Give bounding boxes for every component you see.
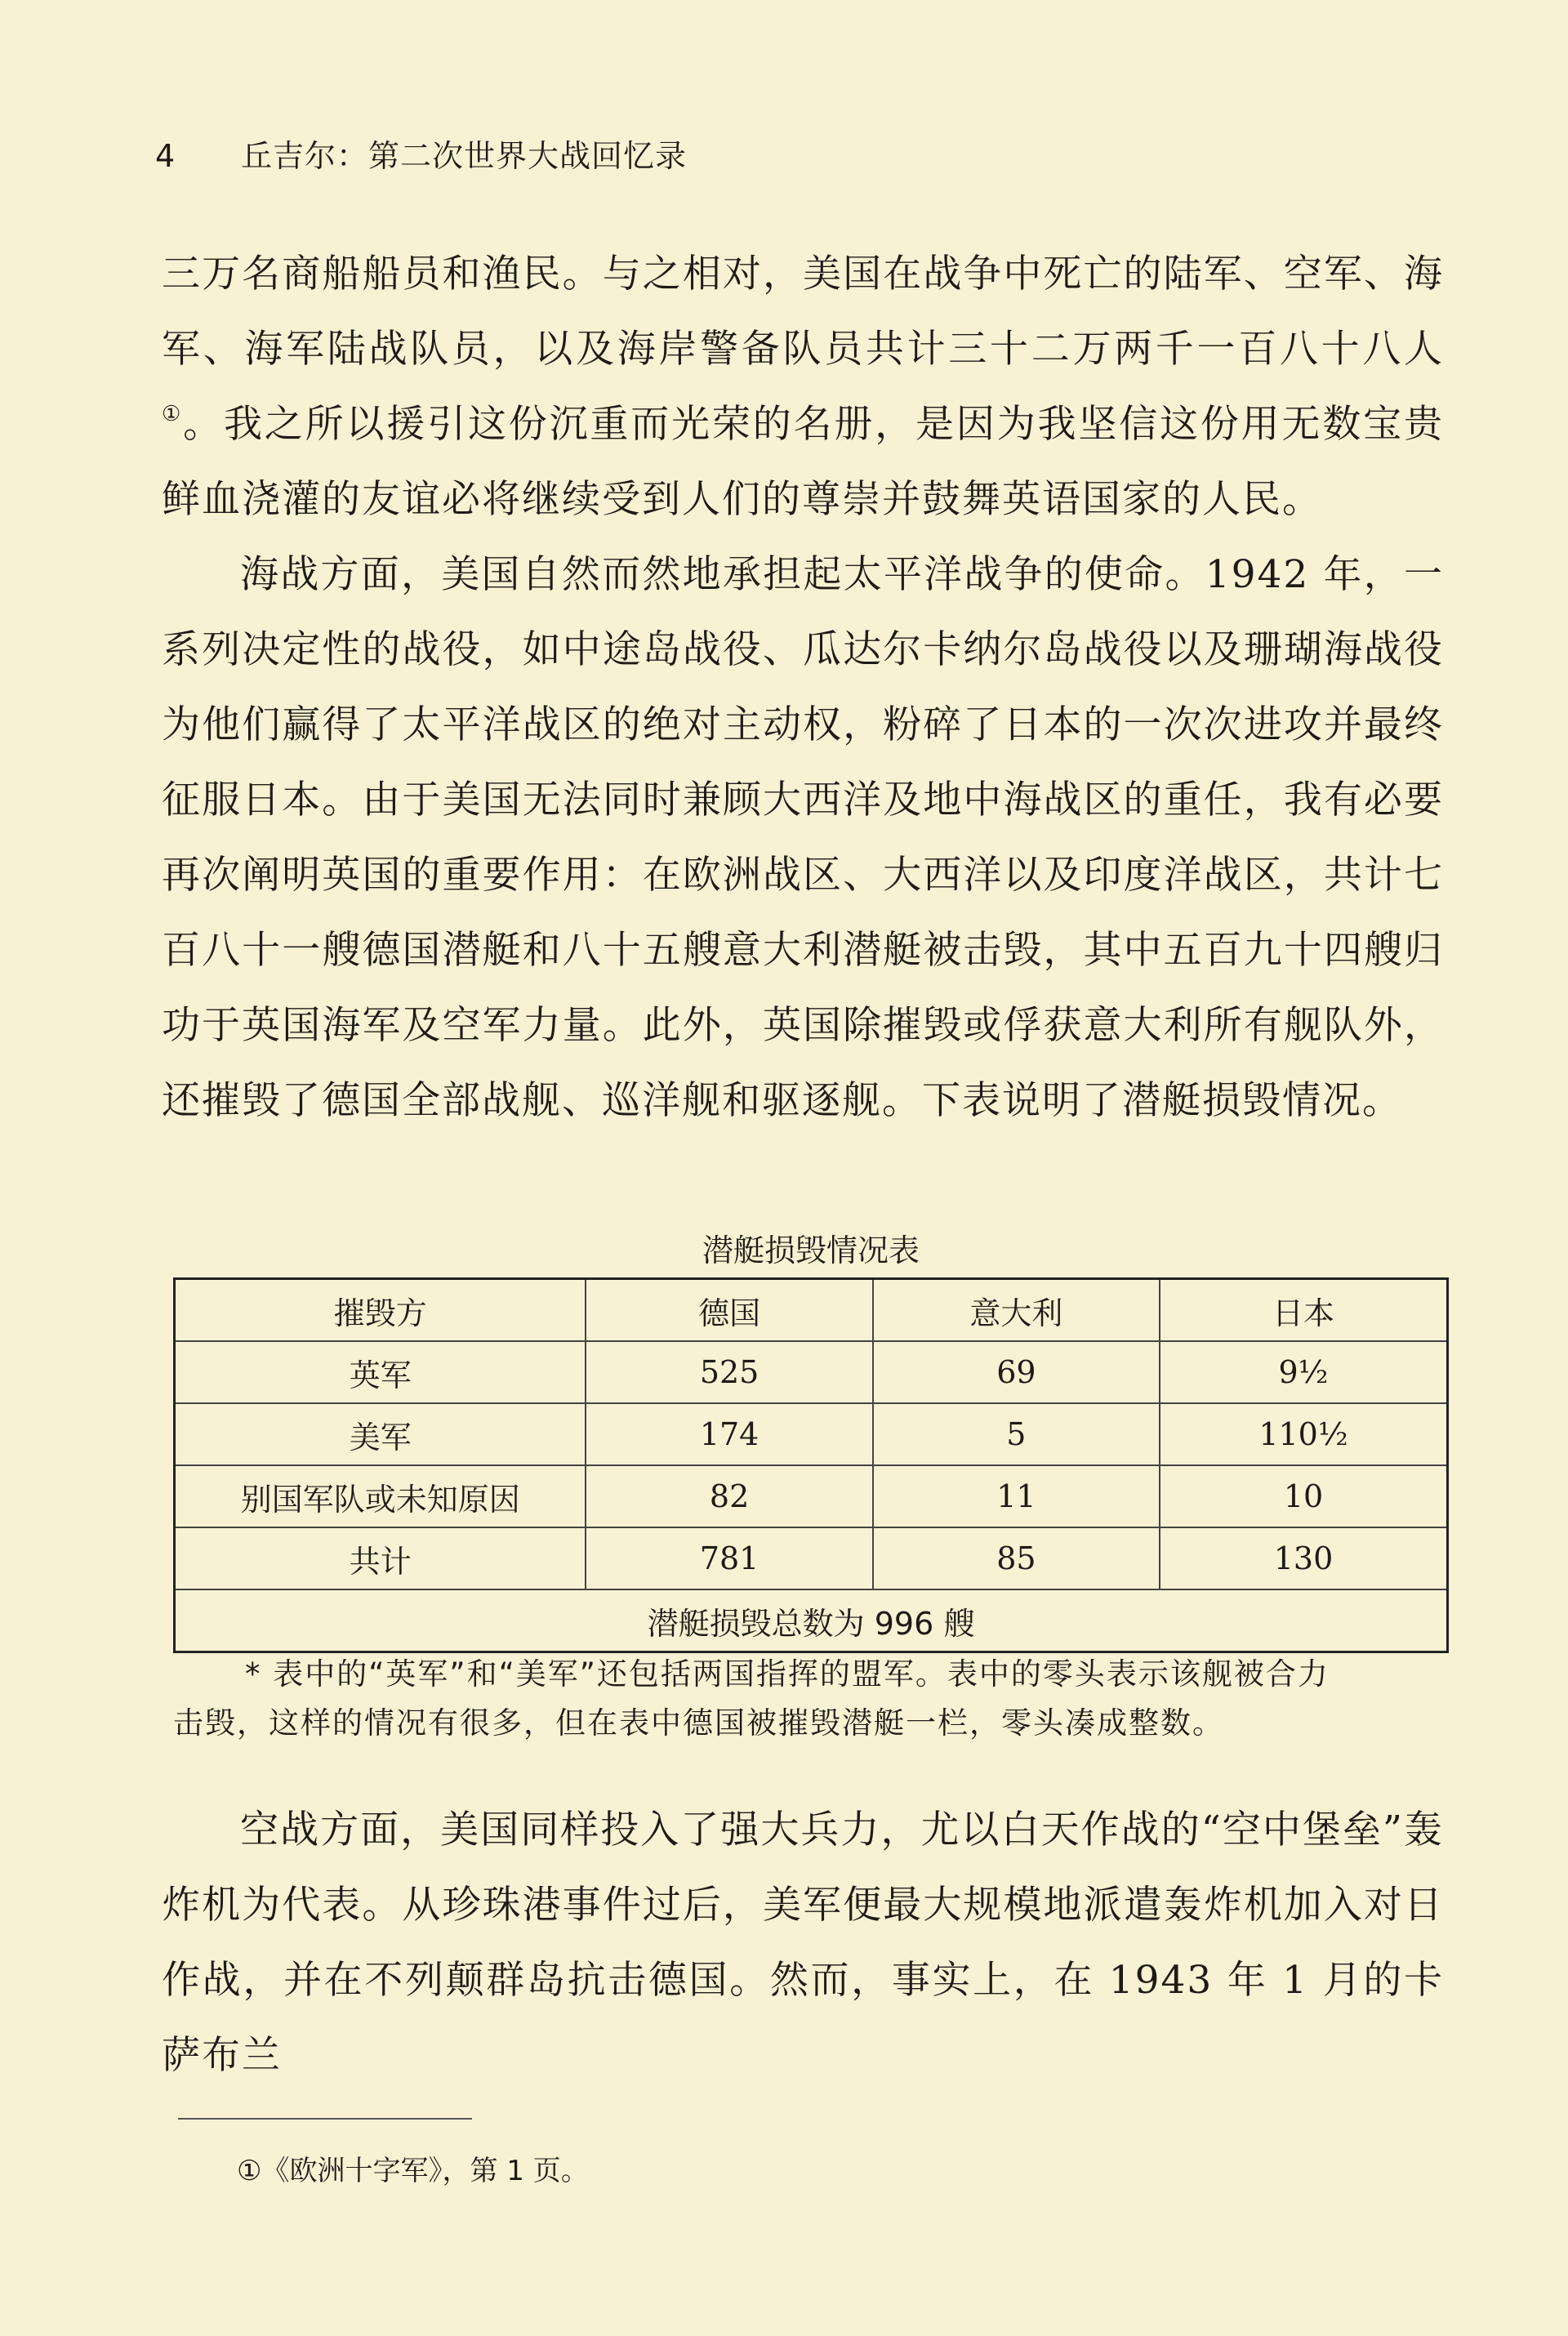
table-header-cell: 日本 [1160,1279,1447,1342]
table-row [175,1403,1448,1465]
submarine-losses-table [173,1277,1449,1653]
table-cell: 9½ [1160,1341,1447,1403]
table-note [173,1650,1463,1748]
table-cell: 781 [586,1527,872,1589]
paragraph-1-text-after: 。我之所以援引这份沉重而光荣的名册，是因为我坚信这份用无数宝贵鲜血浇灌的友谊必将继续受到人们的尊崇并鼓舞英语国家的人民。 [162,402,1444,522]
table-note-line: 击毁，这样的情况有很多，但在表中德国被摧毁潜艇一栏，零头凑成整数。 [173,1705,1224,1741]
table-cell: 69 [873,1341,1160,1403]
table-cell: 10 [1160,1465,1447,1527]
table-cell: 130 [1160,1527,1447,1589]
footnote: ①《欧洲十字军》，第 1 页。 [237,2155,589,2187]
table-cell: 110½ [1160,1403,1447,1465]
paragraph-2: 海战方面，美国自然而然地承担起太平洋战争的使命。1942 年，一系列决定性的战役，如中途岛战役、瓜达尔卡纳尔岛战役以及珊瑚海战役为他们赢得了太平洋战区的绝对主动权，粉碎了日本的一次次进攻并最终征服日本。由于美国无法同时兼顾大西洋及地中海战区的重任，我有必要再次阐明英国的重要作用：在欧洲战区、大西洋以及印度洋战区，共计七百八十一艘德国潜艇和八十五艘意大利潜艇被击毁，其中五百九十四艘归功于英国海军及空军力量。此外，英国除摧毁或俘获意大利所有舰队外，还摧毁了德国全部战舰、巡洋舰和驱逐舰。下表说明了潜艇损毁情况。 [162,552,1444,1123]
table-total-row [175,1589,1448,1652]
table-cell: 11 [873,1465,1160,1527]
table-header-cell: 德国 [586,1279,872,1342]
table-cell: 英军 [175,1341,586,1403]
table-total-cell: 潜艇损毁总数为 996 艘 [175,1589,1448,1652]
table-cell: 别国军队或未知原因 [175,1465,586,1527]
table-note-line: * 表中的“英军”和“美军”还包括两国指挥的盟军。表中的零头表示该舰被合力 [245,1656,1330,1692]
table-cell: 共计 [175,1527,586,1589]
table-cell: 525 [586,1341,872,1403]
footnote-rule [178,2118,472,2120]
book-title: 丘吉尔：第二次世界大战回忆录 [241,138,688,174]
paragraph-1-text: 三万名商船船员和渔民。与之相对，美国在战争中死亡的陆军、空军、海军、海军陆战队员，以及海岸警备队员共计三十二万两千一百八十八人 [162,252,1444,372]
table-cell: 174 [586,1403,872,1465]
table-caption: 潜艇损毁情况表 [702,1233,920,1268]
table-row [175,1527,1448,1589]
body-text-bottom [162,1793,1444,2093]
footnote-marker[interactable]: ① [162,402,184,426]
page-number: 4 [155,138,176,174]
table-cell: 美军 [175,1403,586,1465]
table-row [175,1465,1448,1527]
table-header-cell: 意大利 [873,1279,1160,1342]
body-text-top [162,237,1444,1139]
table-row [175,1341,1448,1403]
paragraph-1 [162,237,1444,537]
paragraph-3: 空战方面，美国同样投入了强大兵力，尤以白天作战的“空中堡垒”轰炸机为代表。从珍珠港事件过后，美军便最大规模地派遣轰炸机加入对日作战，并在不列颠群岛抗击德国。然而，事实上，在 1943 年 1 月的卡萨布兰 [162,1808,1444,2078]
table-header-cell: 摧毁方 [175,1279,586,1342]
table-cell: 85 [873,1527,1160,1589]
table-cell: 5 [873,1403,1160,1465]
running-header [155,131,687,176]
table-cell: 82 [586,1465,872,1527]
table-header-row [175,1279,1448,1342]
